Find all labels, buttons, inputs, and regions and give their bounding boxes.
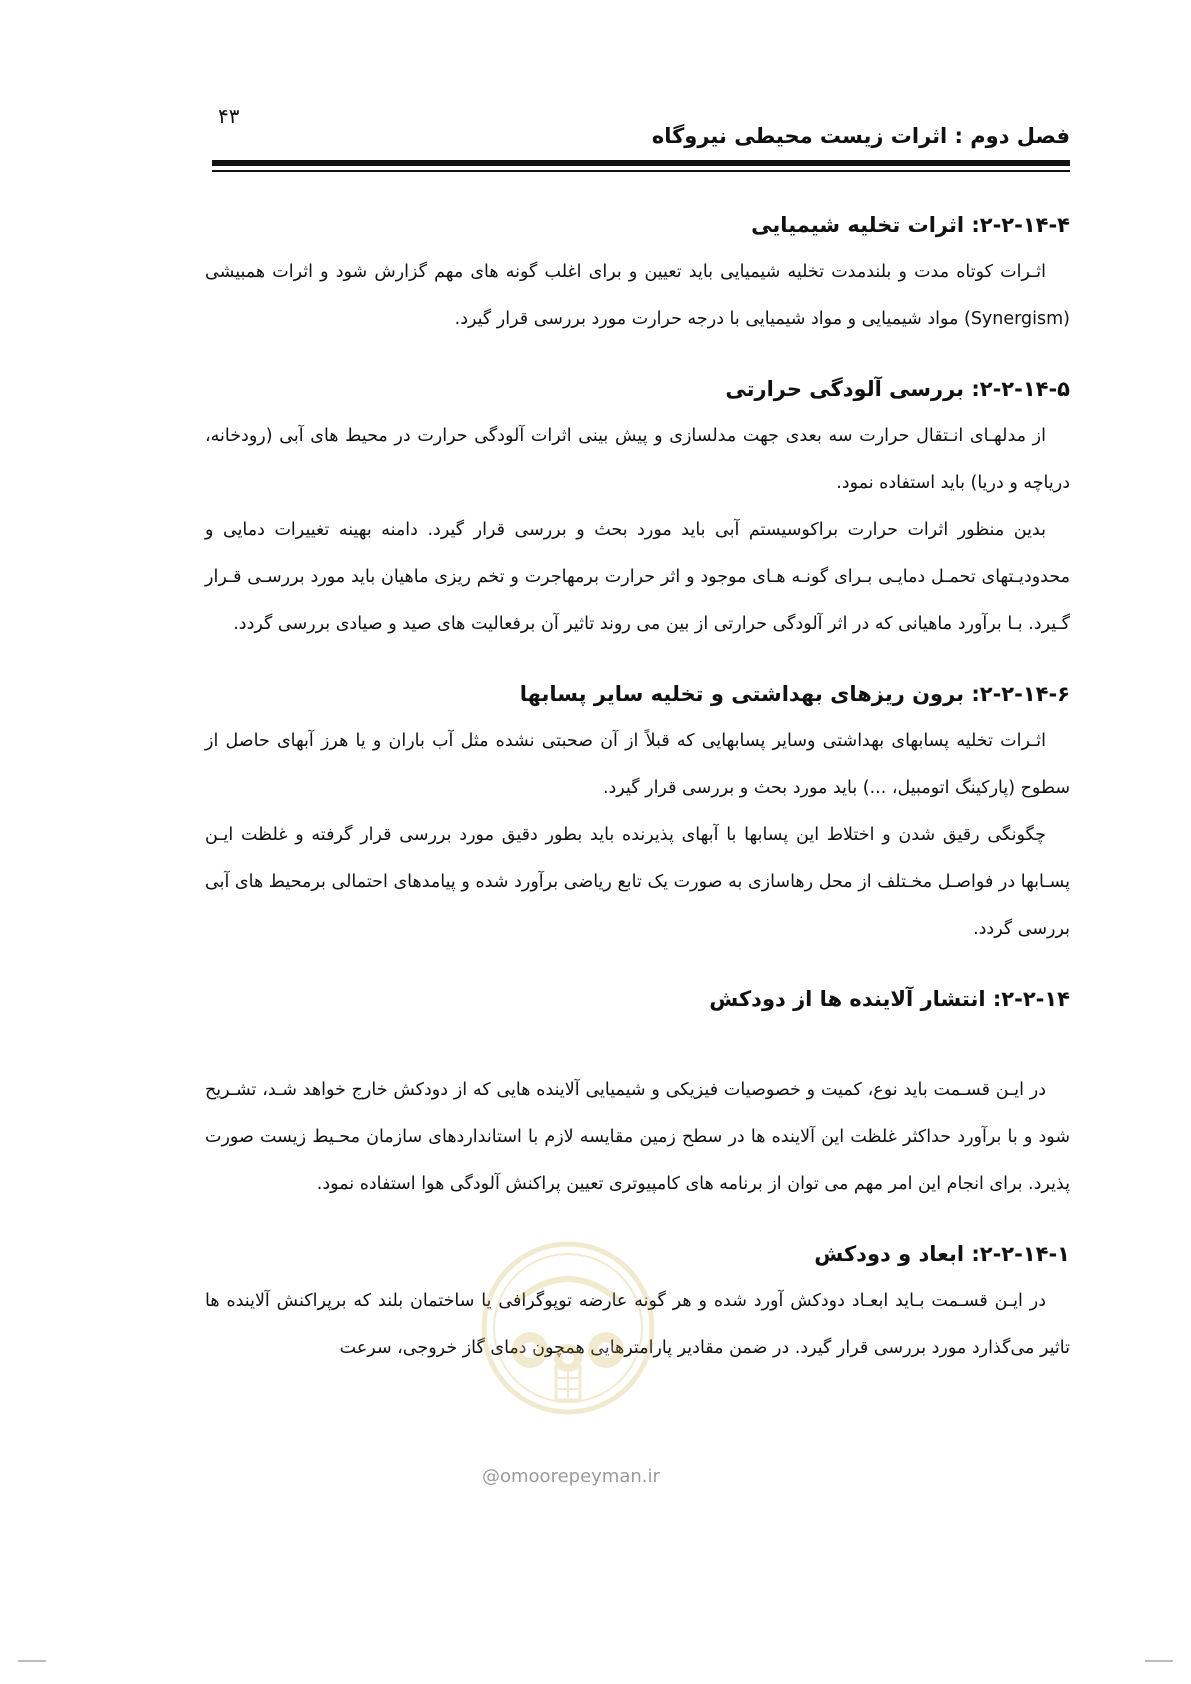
section-heading [205, 369, 1070, 409]
section-stack-dimensions [205, 1234, 1070, 1372]
section-title: ابعاد و دودکش [814, 1242, 965, 1266]
section-stack-emissions [205, 979, 1070, 1208]
chapter-title: فصل دوم : اثرات زیست محیطی نیروگاه [651, 124, 1070, 148]
section-heading [205, 1234, 1070, 1274]
section-thermal-pollution [205, 369, 1070, 648]
paragraph: اثـرات تخلیه پسابهای بهداشتی وسایر پسابهایی که قبلاً از آن صحبتی نشده مثل آب باران و یا هرز آبهای حاصل از سطوح (پارکینگ اتومبیل، ...) باید مورد بحث و بررسی قرار گیرد. [205, 731, 1070, 798]
scan-corner-mark [1145, 1660, 1173, 1662]
section-title: اثرات تخلیه شیمیایی [751, 213, 965, 237]
header-rule-thick [212, 160, 1070, 166]
section-sanitary-effluents [205, 674, 1070, 953]
paragraph: چگونگی رقیق شدن و اختلاط این پسابها با آبهای پذیرنده باید بطور دقیق مورد بررسی قرار گرفته و غلظت ایـن پسـابها در فواصـل مخـتلف از محل رهاسازی به صورت یک تابع ریاضی برآورد شده و پیامدهای احتمالی برمحیط های آبی بررسی گردد. [205, 825, 1070, 939]
scan-corner-mark [18, 1660, 46, 1662]
section-number: ۲-۲-۱۴-۵: [971, 377, 1070, 401]
section-number: ۲-۲-۱۴: [992, 987, 1070, 1011]
section-heading [205, 979, 1070, 1019]
header-rule-thin [212, 170, 1070, 172]
section-heading [205, 674, 1070, 714]
watermark-url [482, 1466, 660, 1487]
section-chemical-discharge [205, 205, 1070, 343]
paragraph: در ایـن قسـمت باید نوع، کمیت و خصوصیات فیزیکی و شیمیایی آلاینده هایی که از دودکش خارج خواهد شـد، تشـریح شود و با برآورد حداکثر غلظت این آلاینده ها در سطح زمین مقایسه لازم با استانداردهای سازمان محـیط زیست صورت پذیرد. برای انجام این امر مهم می توان از برنامه های کامپیوتری تعیین پراکنش آلودگی هوا استفاده نمود. [205, 1080, 1070, 1194]
paragraph: بدین منظور اثرات حرارت براکوسیستم آبی باید مورد بحث و بررسی قرار گیرد. دامنه بهینه تغییرات دمایی و محدودیـتهای تحمـل دمایـی بـرای گونـه هـای موجود و اثر حرارت برمهاجرت و تخم ریزی ماهیان باید مورد بررسـی قـرار گـیرد. بـا برآورد ماهیانی که در اثر آلودگی حرارتی از بین می روند تاثیر آن برفعالیت های صید و صیادی بررسی گردد. [205, 520, 1070, 634]
at-icon: @ [482, 1466, 500, 1487]
section-number: ۲-۲-۱۴-۴: [971, 213, 1070, 237]
section-title: انتشار آلاینده ها از دودکش [709, 987, 986, 1011]
paragraph: در ایـن قسـمت بـاید ابعـاد دودکش آورد شده و هر گونه عارضه توپوگرافی یا ساختمان بلند که برپراکنش آلاینده ها تاثیر می‌گذارد مورد بررسی قرار گیرد. در ضمن مقادیر پارامترهایی همچون دمای گاز خروجی، سرعت [205, 1291, 1070, 1358]
paragraph: اثـرات کوتاه مدت و بلندمدت تخلیه شیمیایی باید تعیین و برای اغلب گونه های مهم گزارش شود و اثرات همبیشی (Synergism) مواد شیمیایی و مواد شیمیایی با درجه حرارت مورد بررسی قرار گیرد. [205, 262, 1070, 329]
body-text [205, 205, 1070, 1372]
section-heading [205, 205, 1070, 245]
watermark-url-text: omoorepeyman.ir [500, 1466, 660, 1487]
section-title: برون ریزهای بهداشتی و تخلیه سایر پسابها [519, 682, 965, 706]
paragraph: از مدلهـای انـتقال حرارت سه بعدی جهت مدلسازی و پیش بینی اثرات آلودگی حرارت در محیط های آبی (رودخانه، دریاچه و دریا) باید استفاده نمود. [205, 426, 1070, 493]
section-number: ۲-۲-۱۴-۶: [971, 682, 1070, 706]
section-title: بررسی آلودگی حرارتی [725, 377, 965, 401]
section-number: ۲-۲-۱۴-۱: [971, 1242, 1070, 1266]
page-number: ۴۳ [218, 104, 240, 128]
